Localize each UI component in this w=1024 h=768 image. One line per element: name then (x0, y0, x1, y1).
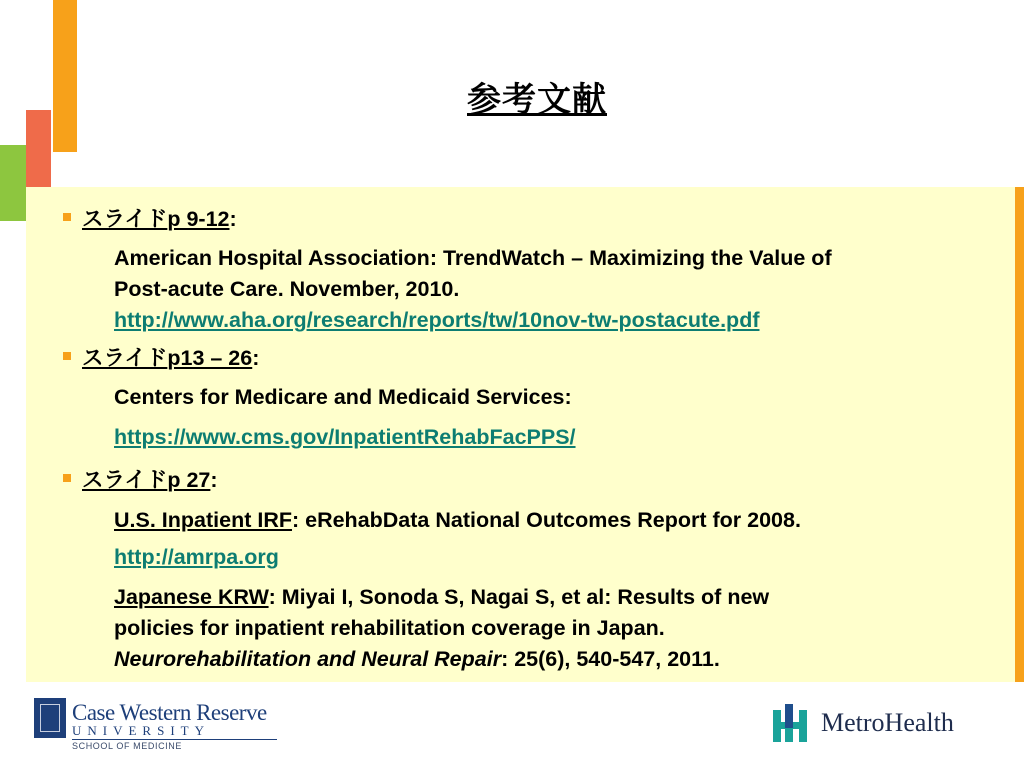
section-2-link[interactable]: https://www.cms.gov/InpatientRehabFacPPS/ (114, 425, 576, 449)
section-3-ref-1 (114, 505, 801, 536)
section-3-heading-ja: スライド (82, 468, 168, 493)
section-2-line-1: Centers for Medicare and Medicaid Services: (114, 385, 572, 409)
section-3-heading (82, 465, 218, 496)
bullet-icon (63, 213, 71, 221)
cwru-logo (34, 698, 284, 754)
decorative-bar-orange-right (1015, 187, 1024, 682)
section-1-heading (82, 204, 237, 235)
section-1-heading-colon: : (229, 207, 237, 231)
metrohealth-icon (771, 702, 811, 744)
page-title: 参考文献 (467, 80, 607, 120)
decorative-bar-green (0, 145, 26, 221)
section-2-heading (82, 343, 259, 374)
ref-2-journal: Neurorehabilitation and Neural Repair (114, 647, 502, 671)
section-2-heading-pages: p13 – 26 (167, 346, 253, 370)
section-1-link[interactable]: http://www.aha.org/research/reports/tw/10nov-tw-postacute.pdf (114, 308, 760, 332)
decorative-bar-red (26, 110, 51, 188)
section-3-ref-2-line-3 (114, 644, 720, 675)
section-1-heading-pages: p 9-12 (167, 207, 230, 231)
ref-2-text: : Miyai I, Sonoda S, Nagai S, et al: Results of new (268, 585, 770, 609)
section-3-link[interactable]: http://amrpa.org (114, 545, 279, 569)
bullet-icon (63, 474, 71, 482)
metrohealth-name: MetroHealth (821, 708, 954, 737)
section-2-heading-ja: スライド (82, 346, 168, 371)
cwru-divider (72, 739, 277, 740)
ref-2-citation: : 25(6), 540-547, 2011. (501, 647, 720, 671)
section-3-heading-pages: p 27 (167, 468, 211, 492)
ref-1-text: : eRehabData National Outcomes Report for 2008. (291, 508, 801, 532)
cwru-seal-icon (34, 698, 66, 738)
section-2-heading-colon: : (252, 346, 260, 370)
cwru-school: SCHOOL OF MEDICINE (72, 741, 182, 751)
section-1-heading-ja: スライド (82, 207, 168, 232)
metrohealth-logo (771, 702, 991, 746)
ref-2-label: Japanese KRW (114, 585, 269, 609)
section-3-heading-colon: : (210, 468, 218, 492)
cwru-name: Case Western Reserve (72, 700, 267, 725)
section-1-line-1: American Hospital Association: TrendWatch – Maximizing the Value of (114, 246, 832, 270)
section-3-ref-2-line-2: policies for inpatient rehabilitation coverage in Japan. (114, 616, 665, 640)
bullet-icon (63, 352, 71, 360)
cwru-university: UNIVERSITY (72, 723, 210, 738)
section-3-ref-2 (114, 582, 769, 613)
ref-1-label: U.S. Inpatient IRF (114, 508, 292, 532)
section-1-line-2: Post-acute Care. November, 2010. (114, 277, 460, 301)
